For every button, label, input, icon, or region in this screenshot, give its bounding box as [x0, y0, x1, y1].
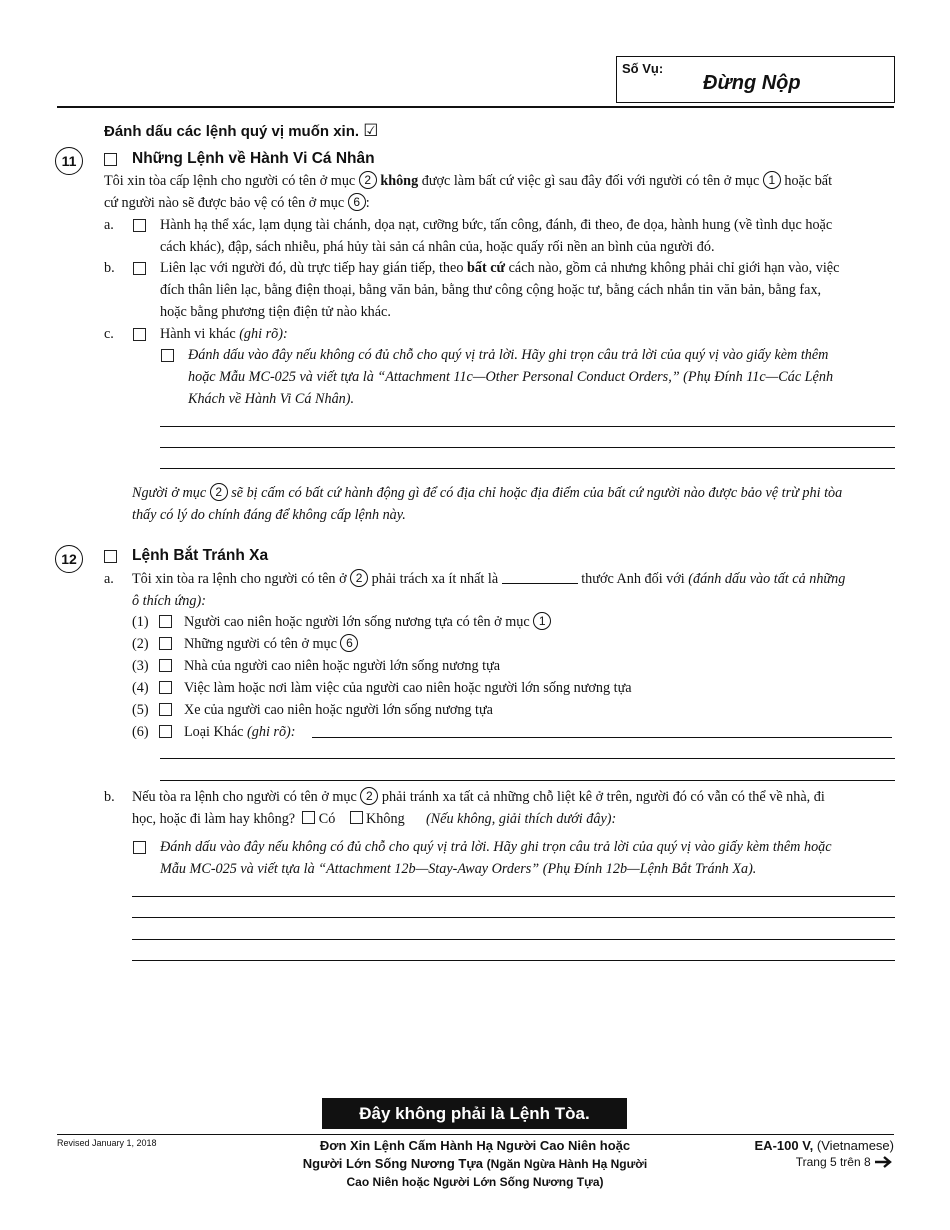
stay-away-item-text: Người cao niên hoặc người lớn sống nương tựa có tên ở mục 1 [184, 611, 551, 633]
stay-away-item-checkbox[interactable] [159, 681, 172, 694]
item-11c-attachment-note: Đánh dấu vào đây nếu không có đủ chỗ cho quý vị trả lời. Hãy ghi trọn câu trả lời của quý vị vào giấy kèm thêm hoặc Mẫu MC-025 và viết tựa là “Attachment 11c—Other Personal Conduct Orders,” (Phụ Đính 11c—Các Lệnh Khách về Hành Vi Cá Nhân). [188, 347, 834, 407]
section-12-checkbox[interactable] [104, 550, 117, 563]
section-11-footnote: Người ở mục 2 sẽ bị cấm có bất cứ hành động gì để có địa chỉ hoặc địa điểm của bất cứ người nào được bảo vệ trừ phi tòa thấy có lý do chính đáng để không cấp lệnh này. [132, 485, 843, 523]
item-1-ref: 1 [763, 171, 781, 189]
section-11-number: 11 [55, 147, 83, 175]
answer-line-12a-6-2[interactable] [160, 758, 895, 759]
item-11a-checkbox[interactable] [133, 219, 146, 232]
item-ref: 1 [533, 612, 551, 630]
item-2-ref: 2 [210, 483, 228, 501]
right-arrow-icon[interactable] [874, 1156, 894, 1168]
stay-away-item-text: Nhà của người cao niên hoặc người lớn sống nương tựa [184, 658, 501, 674]
stay-away-item-6-checkbox[interactable] [159, 725, 172, 738]
item-11b-letter: b. [104, 260, 115, 276]
header-divider [57, 106, 894, 108]
stay-away-item-6-label: Loại Khác (ghi rõ): [184, 724, 296, 740]
item-ref: 6 [340, 634, 358, 652]
instruction-text [104, 121, 378, 141]
item-2-ref: 2 [360, 787, 378, 805]
page-number: Trang 5 trên 8 [796, 1155, 894, 1169]
item-2-ref: 2 [359, 171, 377, 189]
item-12a-letter: a. [104, 571, 114, 587]
stay-away-item-text: Những người có tên ở mục 6 [184, 633, 358, 655]
item-2-ref: 2 [350, 569, 368, 587]
item-11c-letter: c. [104, 326, 114, 342]
no-checkbox[interactable] [350, 811, 363, 824]
yes-checkbox[interactable] [302, 811, 315, 824]
answer-line-12b-1[interactable] [132, 896, 895, 897]
case-number-label: Số Vụ: [622, 61, 664, 76]
item-11c-checkbox[interactable] [133, 328, 146, 341]
stay-away-item-checkbox[interactable] [159, 615, 172, 628]
stay-away-item-num: (1) [132, 614, 149, 630]
section-11-checkbox[interactable] [104, 153, 117, 166]
item-11a-text: Hành hạ thể xác, lạm dụng tài chánh, dọa nạt, cưỡng bức, tấn công, đánh, đi theo, đe dọa, hành hung (về tình dục hoặc cách khác), đập, sách nhiễu, phá hủy tài sản cá nhân của, hoặc quấy rối nền an bình của người đó. [160, 217, 833, 255]
distance-input[interactable] [502, 571, 578, 584]
stay-away-item-num: (3) [132, 658, 149, 674]
item-12a-text: Tôi xin tòa ra lệnh cho người có tên ở 2 phải trách xa ít nhất là thước Anh đối với (đánh dấu vào tất cả những ô thích ứng): [132, 571, 846, 609]
stay-away-item-num: (4) [132, 680, 149, 696]
no-label: Không [366, 811, 405, 827]
section-12-title: Lệnh Bắt Tránh Xa [132, 547, 269, 564]
answer-line-12b-4[interactable] [132, 960, 895, 961]
item-12b-text: Nếu tòa ra lệnh cho người có tên ở mục 2 phải tránh xa tất cả những chỗ liệt kê ở trên, người đó có vẫn có thể về nhà, đi học, hoặc đi làm hay không? Có Không (Nếu không, giải thích dưới đây): [132, 789, 825, 827]
item-12b-attachment-note: Đánh dấu vào đây nếu không có đủ chỗ cho quý vị trả lời. Hãy ghi trọn câu trả lời của quý vị vào giấy kèm thêm hoặc Mẫu MC-025 và viết tựa là “Attachment 12b—Stay-Away Orders” (Phụ Đính 12b—Lệnh Bắt Tránh Xa). [160, 839, 832, 877]
answer-line-12a-6-3[interactable] [160, 780, 895, 781]
answer-line-11c-3[interactable] [160, 468, 895, 469]
stay-away-item-num: (5) [132, 702, 149, 718]
stay-away-item-6-num: (6) [132, 724, 149, 740]
item-11b-text: Liên lạc với người đó, dù trực tiếp hay gián tiếp, theo bất cứ cách nào, gồm cả nhưng không phải chỉ giới hạn vào, việc đích thân liên lạc, bằng điện thoại, bằng văn bản, bằng thư công cộng hoặc tư, bằng cách nhắn tin văn bản, bằng fax, hoặc bằng phương tiện điện tử nào khác. [160, 260, 840, 320]
stay-away-item-checkbox[interactable] [159, 659, 172, 672]
stay-away-item-text: Việc làm hoặc nơi làm việc của người cao niên hoặc người lớn sống nương tựa [184, 680, 632, 696]
answer-line-11c-2[interactable] [160, 447, 895, 448]
item-11c-attachment-checkbox[interactable] [161, 349, 174, 362]
revised-date: Revised January 1, 2018 [57, 1138, 157, 1148]
not-court-order-banner: Đây không phải là Lệnh Tòa. [322, 1098, 627, 1129]
item-11c-label: Hành vi khác (ghi rõ): [160, 326, 288, 342]
section-11-intro: Tôi xin tòa cấp lệnh cho người có tên ở mục 2 không được làm bất cứ việc gì sau đây đối với người có tên ở mục 1 hoặc bất cứ người nào sẽ được bảo vệ có tên ở mục 6 : [104, 173, 833, 211]
section-12-number: 12 [55, 545, 83, 573]
answer-line-12b-2[interactable] [132, 917, 895, 918]
stay-away-item-checkbox[interactable] [159, 703, 172, 716]
stay-away-item-checkbox[interactable] [159, 637, 172, 650]
item-6-ref: 6 [348, 193, 366, 211]
item-12b-letter: b. [104, 789, 115, 805]
item-11b-checkbox[interactable] [133, 262, 146, 275]
instruction-label: Đánh dấu các lệnh quý vị muốn xin. [104, 123, 360, 140]
section-11-title: Những Lệnh về Hành Vi Cá Nhân [132, 150, 375, 167]
item-12b-attachment-checkbox[interactable] [133, 841, 146, 854]
stay-away-item-text: Xe của người cao niên hoặc người lớn sống nương tựa [184, 702, 493, 718]
stay-away-item-num: (2) [132, 636, 149, 652]
answer-line-11c-1[interactable] [160, 426, 895, 427]
form-title: Đơn Xin Lệnh Cấm Hành Hạ Người Cao Niên hoặc Người Lớn Sống Nương Tựa (Ngăn Ngừa Hành Hạ Người Cao Niên hoặc Người Lớn Sống Nương Tựa) [302, 1138, 648, 1189]
answer-line-12a-6-1[interactable] [312, 737, 892, 738]
item-11a-letter: a. [104, 217, 114, 233]
answer-line-12b-3[interactable] [132, 939, 895, 940]
stay-away-item-6 [132, 721, 149, 743]
checkmark-icon: ☑ [363, 121, 379, 140]
yes-label: Có [318, 811, 336, 827]
case-number-box[interactable] [616, 56, 895, 103]
footer-divider [57, 1134, 894, 1135]
form-id: EA-100 V, (Vietnamese) [754, 1138, 894, 1153]
case-number-value: Đừng Nộp [703, 72, 801, 94]
